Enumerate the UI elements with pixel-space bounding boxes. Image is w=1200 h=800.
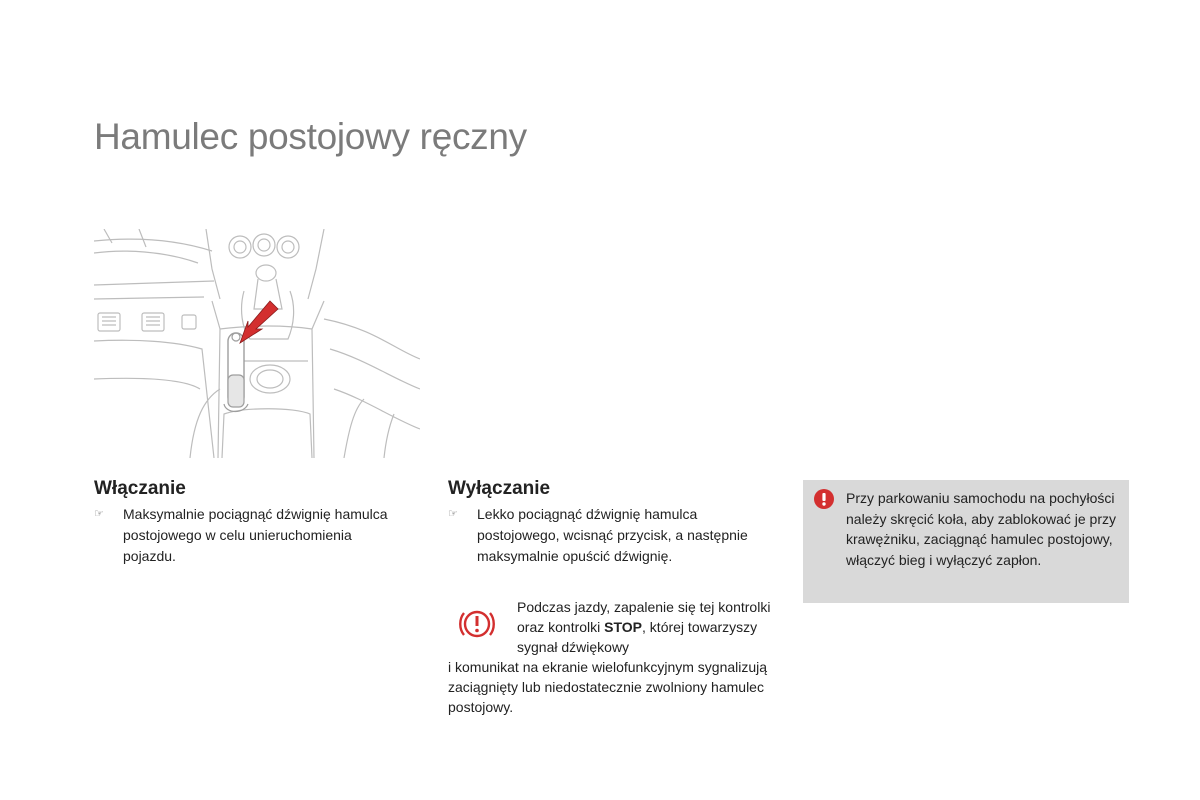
warning-box xyxy=(803,480,1129,603)
page-title: Hamulec postojowy ręczny xyxy=(94,116,527,157)
stop-word: STOP xyxy=(604,619,643,635)
engaging-heading: Włączanie xyxy=(94,478,186,499)
hand-pointer-icon: ☞ xyxy=(448,508,458,520)
releasing-bullet xyxy=(448,504,778,567)
handbrake-illustration xyxy=(94,229,420,458)
releasing-instruction: Lekko pociągnąć dźwignię hamulca postojowego, wcisnąć przycisk, a następnie maksymalnie opuścić dźwignię. xyxy=(477,506,748,564)
parking-brake-notice xyxy=(448,597,778,717)
hand-pointer-icon: ☞ xyxy=(94,508,104,520)
releasing-heading: Wyłączanie xyxy=(448,478,551,499)
engaging-instruction: Maksymalnie pociągnąć dźwignię hamulca postojowego w celu unieruchomienia pojazdu. xyxy=(123,506,388,564)
exclamation-warning-icon xyxy=(814,489,834,509)
notice-text-indented xyxy=(517,597,778,657)
warning-text: Przy parkowaniu samochodu na pochyłości należy skręcić koła, aby zablokować je przy krawężniku, zaciągnąć hamulec postojowy, włączyć bieg i wyłączyć zapłon. xyxy=(846,490,1117,568)
notice-text-part2: , której towarzyszy sygnał dźwiękowy xyxy=(517,619,758,655)
notice-text-part1: Podczas jazdy, zapalenie się tej kontrolki oraz kontrolki xyxy=(517,599,771,635)
parking-brake-warning-icon xyxy=(456,607,498,641)
engaging-bullet xyxy=(94,504,404,567)
notice-text-part3: i komunikat na ekranie wielofunkcyjnym sygnalizują zaciągnięty lub niedostatecznie zwolniony hamulec postojowy. xyxy=(448,659,768,715)
